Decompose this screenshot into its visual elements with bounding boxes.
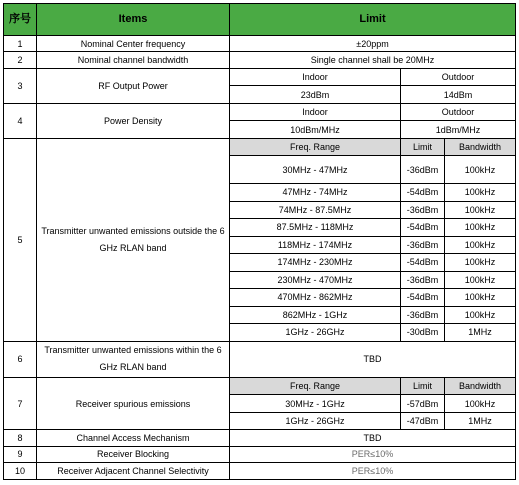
item-name: Nominal channel bandwidth <box>37 52 230 68</box>
freq-range-header: Freq. Range <box>230 377 401 395</box>
limit-value: -36dBm <box>401 236 445 254</box>
table-row <box>4 446 516 462</box>
bandwidth-value: 100kHz <box>445 201 516 219</box>
table-row <box>4 103 516 121</box>
limit-value: -54dBm <box>401 289 445 307</box>
row-number: 6 <box>4 341 37 377</box>
limit-value: TBD <box>230 430 516 446</box>
bandwidth-header: Bandwidth <box>445 377 516 395</box>
row-number: 1 <box>4 35 37 51</box>
item-name: Receiver Blocking <box>37 446 230 462</box>
limit-value: -54dBm <box>401 219 445 237</box>
row-number: 2 <box>4 52 37 68</box>
bandwidth-value: 100kHz <box>445 254 516 272</box>
limit-value: -30dBm <box>401 324 445 342</box>
table-row <box>4 68 516 86</box>
bandwidth-value: 100kHz <box>445 184 516 202</box>
row-number: 4 <box>4 103 37 138</box>
indoor-label: Indoor <box>230 68 401 86</box>
indoor-label: Indoor <box>230 103 401 121</box>
item-name: Transmitter unwanted emissions within the 6 GHz RLAN band <box>37 341 230 377</box>
bandwidth-value: 100kHz <box>445 156 516 184</box>
bandwidth-value: 100kHz <box>445 271 516 289</box>
item-name: Transmitter unwanted emissions outside the 6 GHz RLAN band <box>37 138 230 341</box>
freq-range: 1GHz - 26GHz <box>230 324 401 342</box>
outdoor-label: Outdoor <box>401 68 516 86</box>
indoor-value: 23dBm <box>230 86 401 104</box>
header-row <box>4 4 516 36</box>
freq-range: 30MHz - 47MHz <box>230 156 401 184</box>
bandwidth-value: 1MHz <box>445 324 516 342</box>
freq-range: 87.5MHz - 118MHz <box>230 219 401 237</box>
freq-range: 47MHz - 74MHz <box>230 184 401 202</box>
item-name: Receiver Adjacent Channel Selectivity <box>37 463 230 480</box>
bandwidth-value: 100kHz <box>445 395 516 413</box>
header-number: 序号 <box>4 4 37 36</box>
table-row <box>4 377 516 395</box>
bandwidth-value: 100kHz <box>445 219 516 237</box>
table-row <box>4 52 516 68</box>
table-row <box>4 35 516 51</box>
row-number: 10 <box>4 463 37 480</box>
outdoor-value: 1dBm/MHz <box>401 121 516 139</box>
item-name: Nominal Center frequency <box>37 35 230 51</box>
item-name: RF Output Power <box>37 68 230 103</box>
limit-value: -54dBm <box>401 184 445 202</box>
table-row <box>4 138 516 156</box>
limit-value: ±20ppm <box>230 35 516 51</box>
item-name: Power Density <box>37 103 230 138</box>
row-number: 3 <box>4 68 37 103</box>
limits-table <box>3 3 516 480</box>
bandwidth-value: 100kHz <box>445 236 516 254</box>
row-number: 5 <box>4 138 37 341</box>
freq-range: 30MHz - 1GHz <box>230 395 401 413</box>
limit-header: Limit <box>401 377 445 395</box>
bandwidth-header: Bandwidth <box>445 138 516 156</box>
table-row <box>4 430 516 446</box>
limit-value: PER≤10% <box>230 463 516 480</box>
bandwidth-value: 100kHz <box>445 306 516 324</box>
freq-range: 1GHz - 26GHz <box>230 412 401 430</box>
row-number: 7 <box>4 377 37 430</box>
bandwidth-value: 100kHz <box>445 289 516 307</box>
item-name: Channel Access Mechanism <box>37 430 230 446</box>
header-limit: Limit <box>230 4 516 36</box>
limit-value: Single channel shall be 20MHz <box>230 52 516 68</box>
table-row <box>4 463 516 480</box>
limit-value: -54dBm <box>401 254 445 272</box>
freq-range: 862MHz - 1GHz <box>230 306 401 324</box>
table-row <box>4 341 516 377</box>
limit-value: -36dBm <box>401 201 445 219</box>
freq-range: 174MHz - 230MHz <box>230 254 401 272</box>
row-number: 9 <box>4 446 37 462</box>
limit-value: PER≤10% <box>230 446 516 462</box>
bandwidth-value: 1MHz <box>445 412 516 430</box>
outdoor-label: Outdoor <box>401 103 516 121</box>
freq-range-header: Freq. Range <box>230 138 401 156</box>
row-number: 8 <box>4 430 37 446</box>
limit-header: Limit <box>401 138 445 156</box>
outdoor-value: 14dBm <box>401 86 516 104</box>
limit-value: -36dBm <box>401 306 445 324</box>
header-items: Items <box>37 4 230 36</box>
limit-value: -57dBm <box>401 395 445 413</box>
freq-range: 118MHz - 174MHz <box>230 236 401 254</box>
freq-range: 230MHz - 470MHz <box>230 271 401 289</box>
item-name: Receiver spurious emissions <box>37 377 230 430</box>
limit-value: TBD <box>230 341 516 377</box>
limit-value: -36dBm <box>401 156 445 184</box>
limit-value: -47dBm <box>401 412 445 430</box>
indoor-value: 10dBm/MHz <box>230 121 401 139</box>
limit-value: -36dBm <box>401 271 445 289</box>
freq-range: 470MHz - 862MHz <box>230 289 401 307</box>
freq-range: 74MHz - 87.5MHz <box>230 201 401 219</box>
